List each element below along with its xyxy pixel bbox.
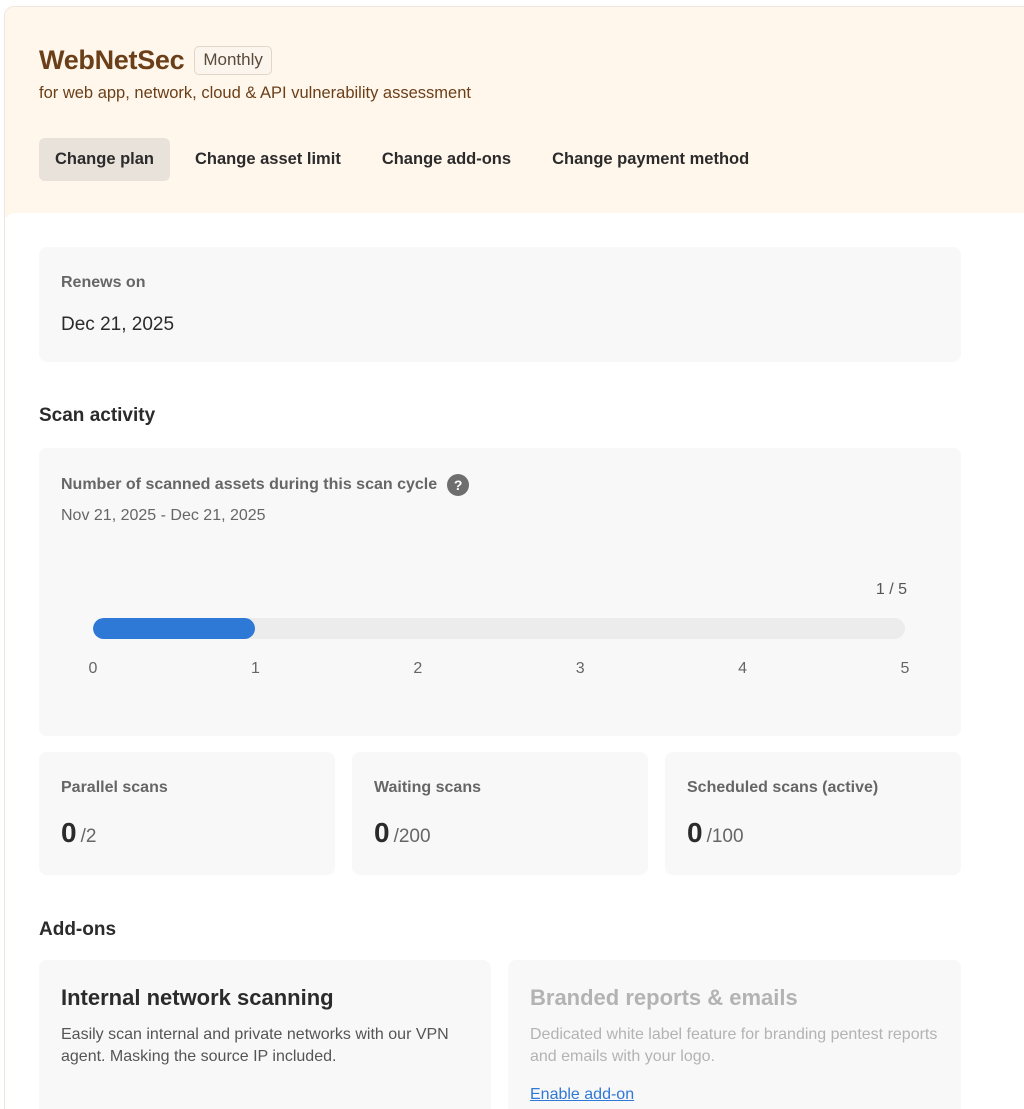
- scheduled-scans-value-row: [687, 817, 744, 849]
- scan-cycle-range: Nov 21, 2025 - Dec 21, 2025: [61, 507, 266, 524]
- progress-tick-0: 0: [88, 660, 98, 677]
- waiting-scans-max: /200: [393, 826, 431, 847]
- enable-add-on-link[interactable]: Enable add-on: [530, 1086, 635, 1103]
- progress-tick-2: 2: [413, 660, 423, 677]
- scheduled-scans-card: [665, 752, 961, 875]
- progress-tick-1: 1: [250, 660, 260, 677]
- parallel-scans-value-row: [61, 817, 96, 849]
- scanned-assets-header: [61, 474, 469, 496]
- scheduled-scans-value: 0: [687, 817, 703, 848]
- billing-cycle-badge: Monthly: [194, 46, 272, 75]
- plan-header: [5, 7, 1024, 217]
- addon-description: Dedicated white label feature for branding pentest reports and emails with your logo.: [530, 1026, 938, 1065]
- change-plan-button[interactable]: Change plan: [39, 138, 170, 181]
- change-add-ons-button[interactable]: Change add-ons: [366, 138, 527, 181]
- parallel-scans-value: 0: [61, 817, 77, 848]
- scan-activity-heading: Scan activity: [39, 405, 156, 426]
- renewal-card: [39, 247, 961, 362]
- content-panel-edge: [5, 213, 1024, 233]
- renewal-label: Renews on: [61, 274, 146, 291]
- scanned-assets-card: [39, 448, 961, 736]
- add-ons-heading: Add-ons: [39, 919, 117, 940]
- scheduled-scans-max: /100: [706, 826, 744, 847]
- progress-tick-3: 3: [575, 660, 585, 677]
- waiting-scans-label: Waiting scans: [374, 779, 481, 796]
- addon-title: Internal network scanning: [61, 985, 334, 1010]
- progress-scale: [88, 660, 910, 680]
- scheduled-scans-label: Scheduled scans (active): [687, 779, 879, 796]
- plan-actions-tabs: [39, 138, 774, 181]
- plan-name: WebNetSec: [39, 45, 185, 75]
- scanned-assets-progress-track: [93, 618, 905, 639]
- plan-subtitle: for web app, network, cloud & API vulnerability assessment: [39, 84, 471, 102]
- progress-tick-4: 4: [738, 660, 748, 677]
- addon-description: Easily scan internal and private networks with our VPN agent. Masking the source IP included.: [61, 1026, 449, 1065]
- waiting-scans-value: 0: [374, 817, 390, 848]
- scanned-assets-progress-fill: [93, 618, 255, 639]
- parallel-scans-max: /2: [80, 826, 97, 847]
- addon-card-branded-reports: [508, 960, 961, 1109]
- progress-tick-5: 5: [900, 660, 910, 677]
- subscription-panel: [4, 6, 1024, 1109]
- question-circle-icon[interactable]: ?: [447, 474, 469, 496]
- plan-title-row: [39, 45, 272, 76]
- scanned-assets-title: Number of scanned assets during this scan cycle: [61, 476, 438, 493]
- addon-title: Branded reports & emails: [530, 985, 798, 1010]
- change-payment-method-button[interactable]: Change payment method: [536, 138, 765, 181]
- scanned-assets-readout: 1 / 5: [875, 581, 907, 598]
- addon-card-internal-network: [39, 960, 491, 1109]
- parallel-scans-card: [39, 752, 335, 875]
- renewal-date: Dec 21, 2025: [61, 314, 175, 335]
- waiting-scans-card: [352, 752, 648, 875]
- change-asset-limit-button[interactable]: Change asset limit: [179, 138, 357, 181]
- parallel-scans-label: Parallel scans: [61, 779, 168, 796]
- waiting-scans-value-row: [374, 817, 431, 849]
